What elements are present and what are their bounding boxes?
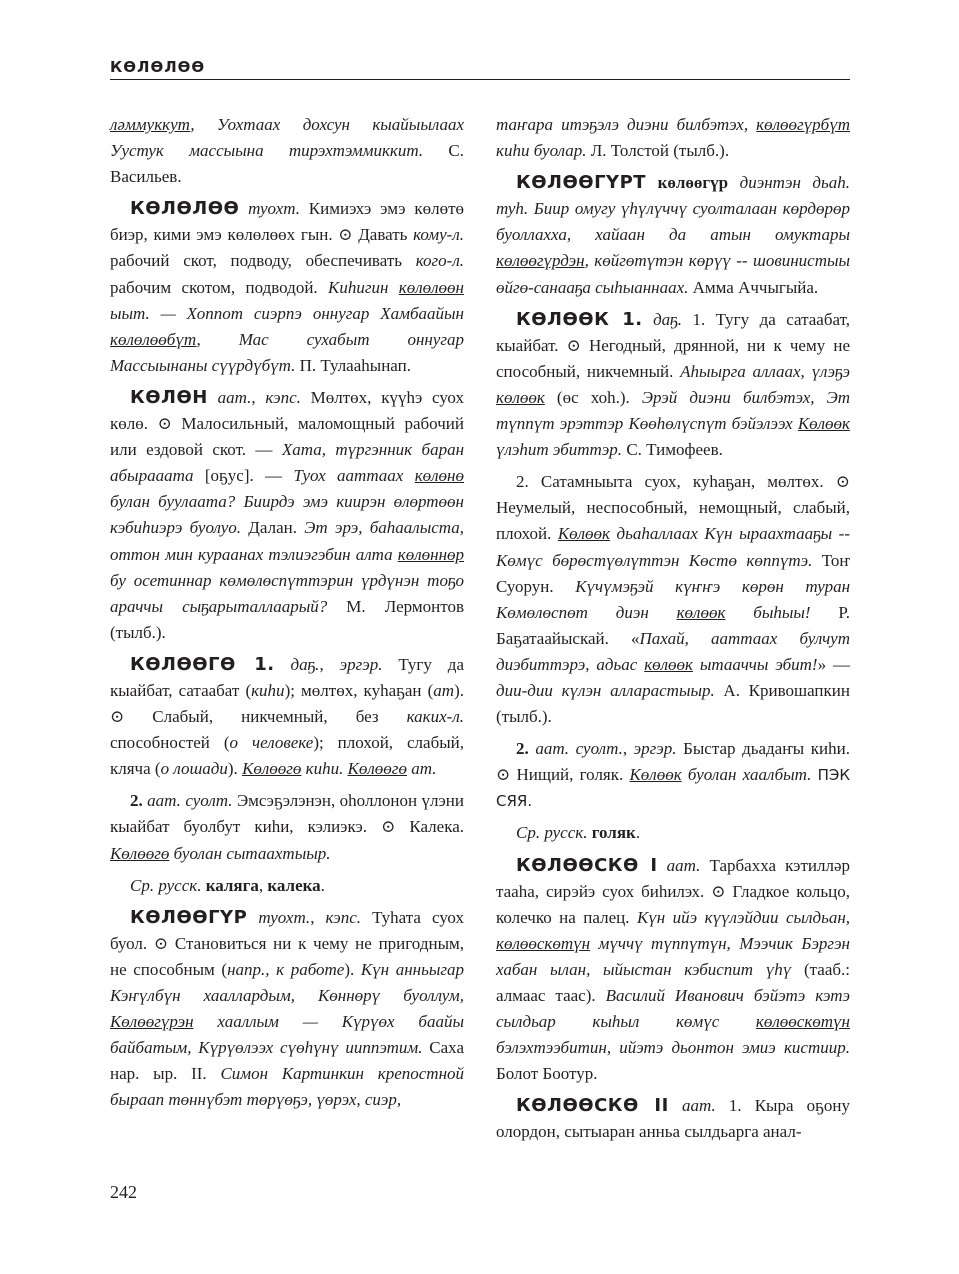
- headword: КӨЛӨН: [130, 386, 208, 408]
- text-run: Эт эрэ, баһаалыста, оттон мин кураанах тэлиэгэбин алта: [110, 518, 465, 564]
- example-headword: көлөөгүрбүт: [756, 115, 850, 134]
- text-run: Тарбахха кэтилләр тааһа, сирэйэ суох биһилэх. ⊙ Гладкое кольцо, колечко на палец.: [496, 855, 850, 927]
- text-run: таҥара итэҕэлэ диэни билбэтэх,: [496, 115, 757, 134]
- text-run: бу осетиннар көмөлөспүттэрин үрдүнэн тоҕо араччы сыҕарыталлаарый?: [110, 570, 464, 616]
- text-run: мүччү түппүтүн, Мээчик Бэргэн хабан ылан, ыйыстан кэбиспит үһү: [496, 933, 850, 979]
- dictionary-paragraph: [496, 736, 850, 814]
- text-run: напр., к работе: [227, 959, 345, 979]
- example-headword: көлөнө: [414, 466, 464, 486]
- text-run: ПЭК СЯЯ.: [496, 766, 851, 811]
- text-run: Күн анньыгар Кэҥүлбүн хааллардым, Көннөрү буоллум,: [110, 959, 464, 1005]
- text-run: киһи: [251, 680, 285, 700]
- text-run: буолан сытаахтыыр.: [169, 843, 331, 863]
- text-run: Амма Аччыгыйа.: [688, 277, 819, 297]
- text-run: ,: [622, 739, 634, 759]
- right-column: [496, 112, 850, 1152]
- text-run: аат.: [657, 855, 701, 875]
- text-run: булан буулаата? Биирдэ эмэ киирэн өлөртөөн кэбиһиэрэ буолуо.: [110, 492, 464, 538]
- text-run: 2.: [516, 739, 529, 759]
- text-run: киһи.: [301, 759, 348, 779]
- text-run: ат.: [406, 759, 437, 779]
- dictionary-paragraph: [110, 385, 464, 646]
- text-run: Пахай, ааттаах булчут диэбиттэрэ, адьас: [496, 628, 850, 674]
- text-run: Хата, түргэнник баран абырааата: [110, 440, 465, 486]
- text-run: Эмсэҕэлэнэн, оһоллонон үлэни кыайбат буолбут киһи, кэлиэкэ. ⊙ Калека.: [110, 791, 464, 837]
- example-headword: Көлөөк: [629, 765, 682, 785]
- text-run: калека: [267, 875, 321, 895]
- dictionary-paragraph: [110, 112, 464, 190]
- text-run: каляга: [205, 875, 259, 895]
- text-run: о человеке: [229, 733, 314, 753]
- example-headword: Көлөөк: [557, 524, 610, 544]
- headword: КӨЛӨӨСКӨ I: [516, 854, 658, 876]
- text-run: Аһыырга аллаах, үлэҕэ: [680, 361, 850, 381]
- text-run: ); мөлтөх, куһаҕан (: [284, 680, 434, 700]
- text-run: (өс хоһ.).: [544, 387, 642, 407]
- header-rule: [110, 79, 850, 80]
- example-headword: ләммуккут: [110, 115, 191, 134]
- dictionary-paragraph: [110, 905, 464, 1114]
- headword: КӨЛӨӨГҮРТ: [516, 172, 647, 194]
- dictionary-paragraph: [110, 652, 464, 782]
- text-run: ат: [433, 680, 455, 700]
- example-headword: көлөөскөтүн: [755, 1012, 850, 1032]
- text-run: эргэр.: [633, 739, 677, 759]
- text-run: Василий Иванович бэйэтэ кэтэ сылдьар кыһыл көмүс: [496, 986, 850, 1032]
- text-run: каких-л.: [406, 707, 464, 727]
- page-number: 242: [110, 1182, 137, 1202]
- dictionary-paragraph: [496, 853, 850, 1088]
- text-run: 2.: [130, 791, 143, 811]
- dictionary-paragraph: [496, 820, 850, 846]
- text-run: даҕ.: [642, 309, 682, 329]
- text-run: Мөлтөх, күүһэ суох көлө. ⊙ Малосильный, маломощный рабочий или ездовой скот. —: [110, 387, 464, 460]
- running-head: КӨЛӨЛӨӨ: [110, 58, 206, 76]
- text-run: дии-дии күлэн алларастыыр.: [496, 680, 715, 700]
- example-headword: көлөннөр: [397, 544, 464, 564]
- dictionary-paragraph: [110, 788, 464, 866]
- text-run: туһ.: [496, 199, 529, 219]
- example-headword: көлөөгүрдэн: [496, 251, 585, 271]
- text-run: Киһигин: [328, 277, 399, 297]
- text-run: С. Васильев.: [110, 141, 465, 187]
- example-headword: көлөөскөтүн: [496, 933, 591, 953]
- example-headword: Көлөөгө: [110, 843, 170, 863]
- text-run: 1. Тугу да сатаабат, кыайбат. ⊙ Негодный, дрянной, ни к чему не способный, никчемный.: [496, 309, 850, 381]
- text-run: Күн ийэ күүлэйдии сылдьан,: [636, 907, 850, 927]
- text-run: кого-л.: [415, 251, 464, 271]
- text-run: голяк: [591, 823, 636, 843]
- text-run: дьаһаллаах Күн ыраахтааҕы -- Көмүс бөрөстүөлүттэн Көстө көппүтэ.: [496, 524, 850, 570]
- example-headword: Көлөөк: [797, 414, 850, 434]
- example-headword: көлөлөөн: [398, 277, 464, 297]
- example-headword: көлөөк: [676, 602, 726, 622]
- text-run: 1. Кыра оҕону олордон, сытыаран анньа сылдьарга анал-: [496, 1096, 850, 1142]
- headword: КӨЛӨӨСКӨ II: [516, 1095, 669, 1117]
- text-run: ,: [310, 907, 326, 927]
- dictionary-paragraph: [496, 307, 850, 464]
- text-run: үлэһит эбиттэр.: [496, 440, 623, 460]
- text-run: даҕ.: [274, 654, 320, 674]
- text-run: ). ⊙ Слабый, никчемный, без: [110, 680, 464, 727]
- text-run: хааллым — Күрүөх баайы байбатым, Күрүөлээх сүөһүнү ииппэтим.: [110, 1012, 464, 1058]
- text-run: .: [320, 875, 325, 895]
- text-run: Ср. русск.: [130, 875, 202, 895]
- text-run: Болот Боотур.: [496, 1064, 598, 1084]
- text-run: , Мас сухабыт оннугар Массыынаны сүүрдүбүт.: [110, 329, 464, 375]
- text-run: туохт.: [239, 199, 300, 219]
- text-run: Л. Толстой (тылб.).: [586, 141, 730, 161]
- text-run: С. Тимофеев.: [622, 440, 723, 460]
- text-run: Тугу да кыайбат, сатаабат (: [110, 654, 464, 700]
- text-run: А. Кривошапкин (тылб.).: [496, 680, 850, 727]
- text-run: Кимиэхэ эмэ көлөтө биэр, кими эмэ көлөлөөх гын. ⊙ Давать: [110, 199, 464, 245]
- text-run: Ср. русск.: [516, 823, 588, 843]
- text-run: ,: [258, 875, 268, 895]
- text-run: ,: [319, 654, 340, 674]
- text-run: Туһата суох буол. ⊙ Становиться ни к чему не пригодным, не способным (: [110, 907, 464, 979]
- text-run: быһыы!: [725, 602, 811, 622]
- text-run: , көйгөтүтэн көрүү -- шовинистыы өйгө-санааҕа сыһыаннаах.: [496, 251, 850, 297]
- headword: КӨЛӨӨК 1.: [516, 308, 643, 330]
- text-run: рабочим скотом, подводой.: [110, 277, 329, 297]
- text-run: ытааччы эбит!: [693, 654, 818, 674]
- text-run: Саха нар. ыр. II.: [110, 1038, 464, 1084]
- example-headword: көлөөк: [644, 654, 694, 674]
- headword: КӨЛӨӨГӨ 1.: [130, 653, 275, 675]
- dictionary-paragraph: [496, 1093, 850, 1145]
- text-run: Тоҥ Суорун.: [496, 550, 850, 596]
- example-headword: көлөлөөбүт: [110, 329, 197, 349]
- text-run: Симон Картинкин крепостной быраап төннүбэт төрүөҕэ, үөрэх, сиэр,: [110, 1064, 464, 1110]
- text-run: буолан хаалбыт.: [681, 765, 812, 785]
- example-headword: Көлөөгө: [347, 759, 407, 779]
- text-run: аат.: [668, 1096, 716, 1116]
- text-run: Р. Баҕатаайыскай. «: [496, 602, 850, 648]
- text-run: кому-л.: [413, 225, 464, 245]
- example-headword: көлөөк: [496, 387, 545, 407]
- text-run: Туох ааттаах: [293, 466, 415, 486]
- text-run: » —: [817, 654, 850, 674]
- text-run: ыыт. — Хоппот сиэрпэ оннугар Хамбаайын: [110, 303, 464, 323]
- text-run: способностей (: [110, 733, 230, 753]
- headword: КӨЛӨЛӨӨ: [130, 198, 240, 220]
- text-run: аат. суолт.: [142, 791, 233, 811]
- text-run: көлөөгүр: [657, 173, 729, 193]
- text-run: М. Лермонтов (тылб.).: [110, 596, 465, 642]
- dictionary-paragraph: [496, 112, 850, 164]
- text-run: Быстар дьадаҥы киһи. ⊙ Нищий, голяк.: [496, 739, 851, 785]
- text-run: (тааб.: алмаас таас).: [496, 959, 851, 1005]
- text-run: ).: [227, 759, 243, 779]
- text-run: рабочий скот, подводу, обеспечивать: [110, 251, 416, 271]
- text-run: аат. суолт.: [528, 739, 623, 759]
- text-run: киһи буолар.: [496, 141, 587, 161]
- text-run: ); плохой, слабый, кляча (: [110, 733, 464, 779]
- text-run: кэпс.: [325, 907, 362, 927]
- text-run: ).: [344, 959, 361, 979]
- text-run: о лошади: [160, 759, 228, 779]
- text-run: , Уохтаах дохсун кыайыылаах Уустук массыына тирэхтэммиккит.: [110, 115, 464, 161]
- text-run: [оҕус]. —: [193, 466, 294, 486]
- text-run: Биир омугу үһүлүччү суолталаан көрдөрөр буоллахха, хайаан да атын омуктары: [496, 199, 851, 245]
- text-run: аат.: [207, 387, 252, 407]
- text-run: эргэр.: [339, 654, 383, 674]
- text-run: .: [635, 823, 641, 843]
- example-headword: Көлөөгө: [242, 759, 302, 779]
- dictionary-paragraph: [110, 873, 464, 899]
- text-run: ,: [251, 387, 266, 407]
- headword: КӨЛӨӨГҮР: [130, 906, 248, 928]
- example-headword: Көлөөгүрэн: [110, 1012, 194, 1032]
- text-run: кэпс.: [265, 387, 301, 407]
- text-run: диэнтэн дьаһ.: [728, 173, 851, 193]
- text-run: П. Тулааһынап.: [295, 355, 411, 375]
- text-run: Далан.: [241, 518, 305, 538]
- text-run: Күчүмэҕэй күҥҥэ көрөн туран Көмөлөспөт диэн: [496, 576, 850, 622]
- dictionary-paragraph: [496, 170, 850, 300]
- text-run: 2. Сатамныыта суох, куһаҕан, мөлтөх. ⊙ Неумелый, неспособный, немощный, слабый, плохой.: [496, 472, 850, 544]
- dictionary-paragraph: [110, 196, 464, 379]
- text-run: [646, 173, 658, 192]
- text-run: туохт.: [247, 907, 311, 927]
- text-run: Эрэй диэни билбэтэх, Эт түппүт эрэттэр Көөһөлүспүт бэйэлээх: [496, 387, 850, 434]
- dictionary-paragraph: [496, 469, 850, 730]
- text-run: бэлэхтээбитин, ийэтэ дьонтон эмиэ кистиир.: [496, 1038, 850, 1058]
- left-column: [110, 112, 464, 1119]
